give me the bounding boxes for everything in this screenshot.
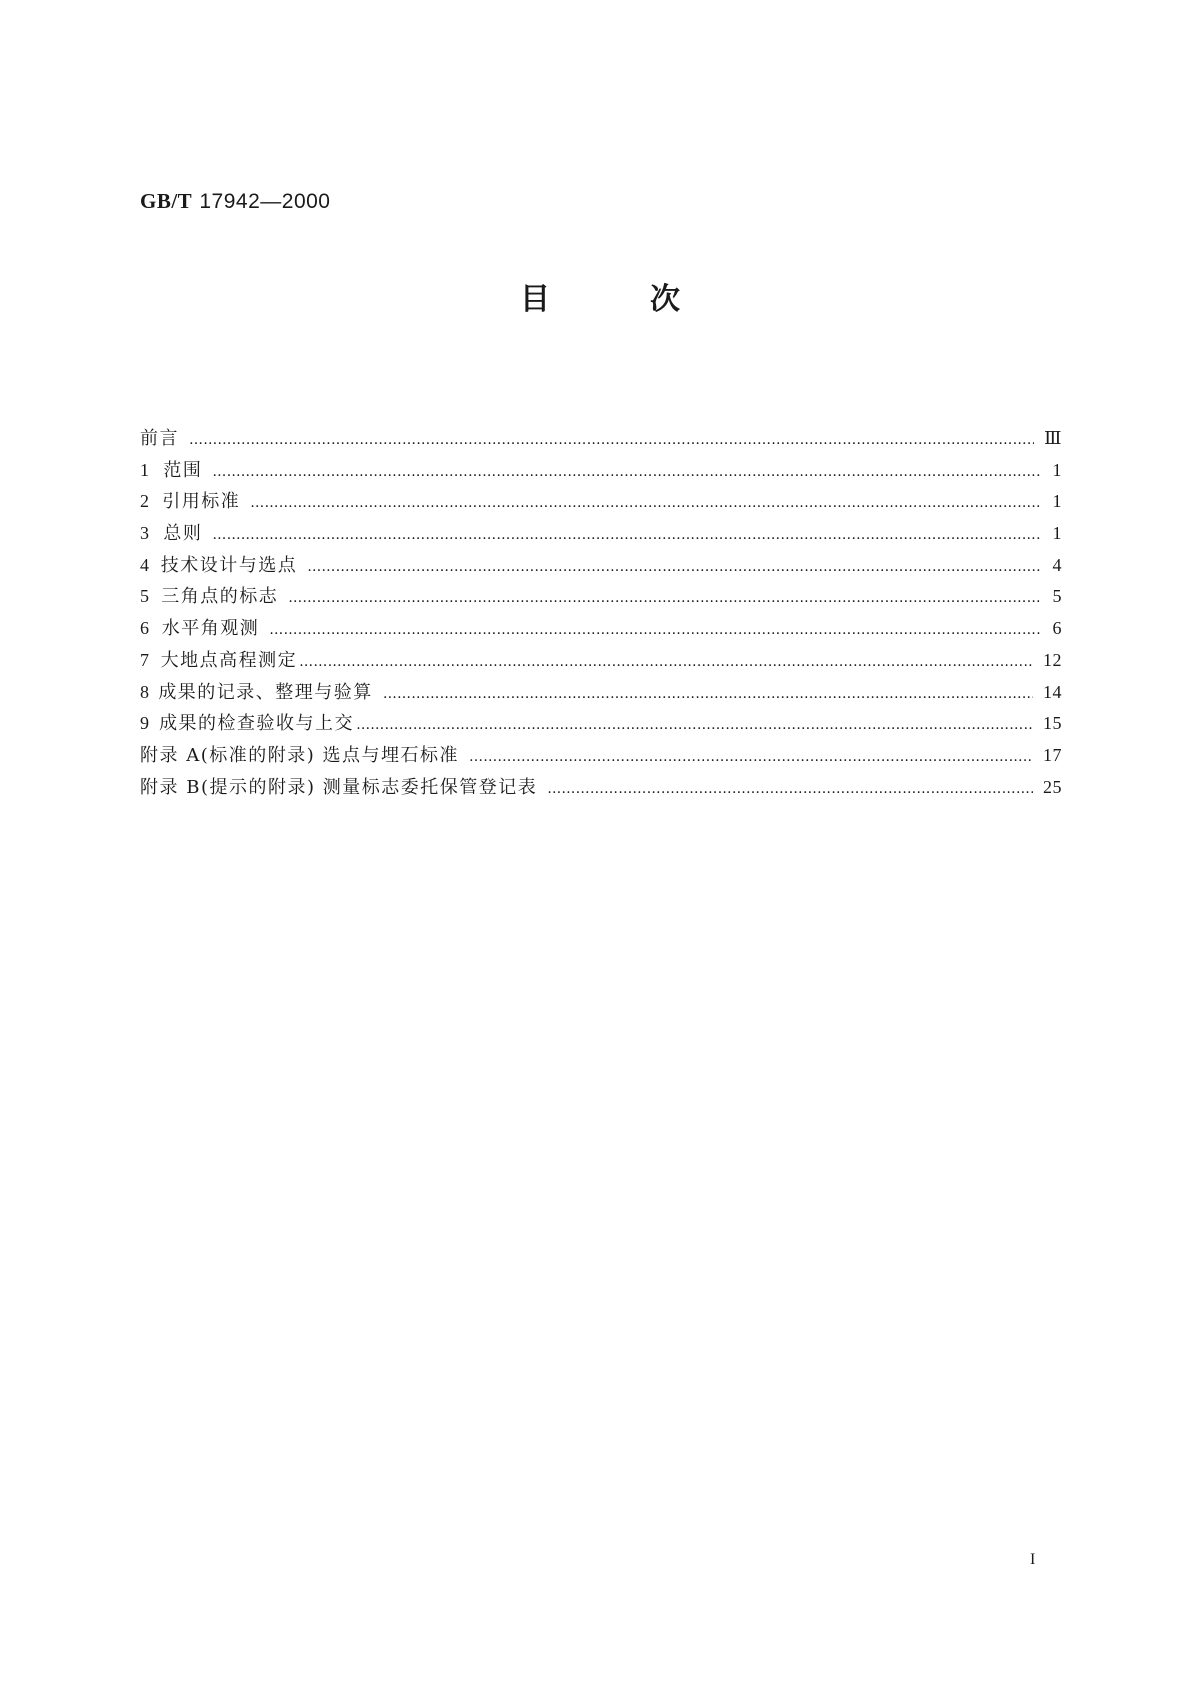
toc-entry[interactable] <box>140 456 1062 488</box>
toc-entry-number: 9 <box>140 713 151 734</box>
toc-entry-number: 7 <box>140 649 151 670</box>
toc-entry-number: 6 <box>140 618 151 639</box>
toc-entry[interactable] <box>140 424 1062 456</box>
toc-leader-dots <box>212 527 1042 543</box>
toc-entry-page: 14 <box>1043 681 1062 702</box>
toc-entry[interactable] <box>140 582 1062 614</box>
toc-leader-dots <box>469 749 1033 765</box>
toc-entry-label: 总则 <box>163 523 203 545</box>
toc-leader-dots <box>299 654 1033 670</box>
toc-entry[interactable] <box>140 614 1062 646</box>
toc-entry-label: 范围 <box>163 459 203 481</box>
toc-entry-page: 1 <box>1052 491 1062 512</box>
toc-entry[interactable] <box>140 519 1062 551</box>
toc-entry-page: 15 <box>1043 713 1062 734</box>
toc-entry-label: 成果的记录、整理与验算 <box>158 681 373 703</box>
toc-leader-dots <box>356 717 1033 733</box>
toc-entry[interactable] <box>140 646 1062 678</box>
toc-entry-page: 1 <box>1052 459 1062 480</box>
toc-entry-label: 引用标准 <box>162 491 241 513</box>
toc-entry-label: 大地点高程测定 <box>160 649 298 671</box>
toc-entry-number: 4 <box>140 554 151 575</box>
toc-entry-label: 前言 <box>140 428 179 449</box>
toc-leader-dots <box>269 622 1042 638</box>
toc-entry-label: 成果的检查验收与上交 <box>159 713 355 735</box>
toc-entry-page: 12 <box>1043 649 1062 670</box>
toc-entry-label: 三角点的标志 <box>161 586 279 608</box>
toc-leader-dots <box>189 432 1034 448</box>
toc-entry-label: 水平角观测 <box>161 618 260 640</box>
toc-leader-dots <box>288 590 1042 606</box>
toc-entry[interactable] <box>140 487 1062 519</box>
standard-prefix: GB/T <box>140 189 193 213</box>
toc-entry-number: 5 <box>140 586 151 607</box>
toc-entry-label: 附录 B(提示的附录) 测量标志委托保管登记表 <box>140 776 538 798</box>
toc-entry[interactable] <box>140 709 1062 741</box>
toc-entry-page: 17 <box>1043 744 1062 765</box>
toc-entry-page: 25 <box>1043 776 1062 797</box>
toc-entry-page: 4 <box>1052 554 1062 575</box>
toc-leader-dots <box>250 495 1042 511</box>
toc-leader-dots <box>383 686 1033 702</box>
page-number: I <box>1030 1551 1036 1568</box>
toc-entry-number: 2 <box>140 491 151 512</box>
toc-entry-label: 附录 A(标准的附录) 选点与埋石标准 <box>140 744 459 766</box>
toc-entry[interactable] <box>140 678 1062 710</box>
toc-leader-dots <box>212 464 1042 480</box>
toc-entry-page: 6 <box>1052 618 1062 639</box>
toc-entry-label: 技术设计与选点 <box>160 554 298 576</box>
toc-entry-number: 3 <box>140 523 151 544</box>
toc-entry-page: Ⅲ <box>1044 428 1062 448</box>
page-title <box>520 282 680 318</box>
title-char-2: 次 <box>650 282 680 317</box>
toc-leader-dots <box>307 559 1042 575</box>
toc-entry-page: 5 <box>1052 586 1062 607</box>
toc-leader-dots <box>547 781 1033 797</box>
toc-entry[interactable] <box>140 773 1062 805</box>
toc-entry-page: 1 <box>1052 523 1062 544</box>
toc-entry[interactable] <box>140 741 1062 773</box>
title-char-1: 目 <box>520 282 550 317</box>
standard-number: 17942—2000 <box>199 190 331 213</box>
table-of-contents <box>140 424 1062 804</box>
toc-entry-number: 1 <box>140 459 151 480</box>
toc-entry-number: 8 <box>140 681 151 702</box>
standard-code <box>140 189 331 214</box>
toc-entry[interactable] <box>140 551 1062 583</box>
